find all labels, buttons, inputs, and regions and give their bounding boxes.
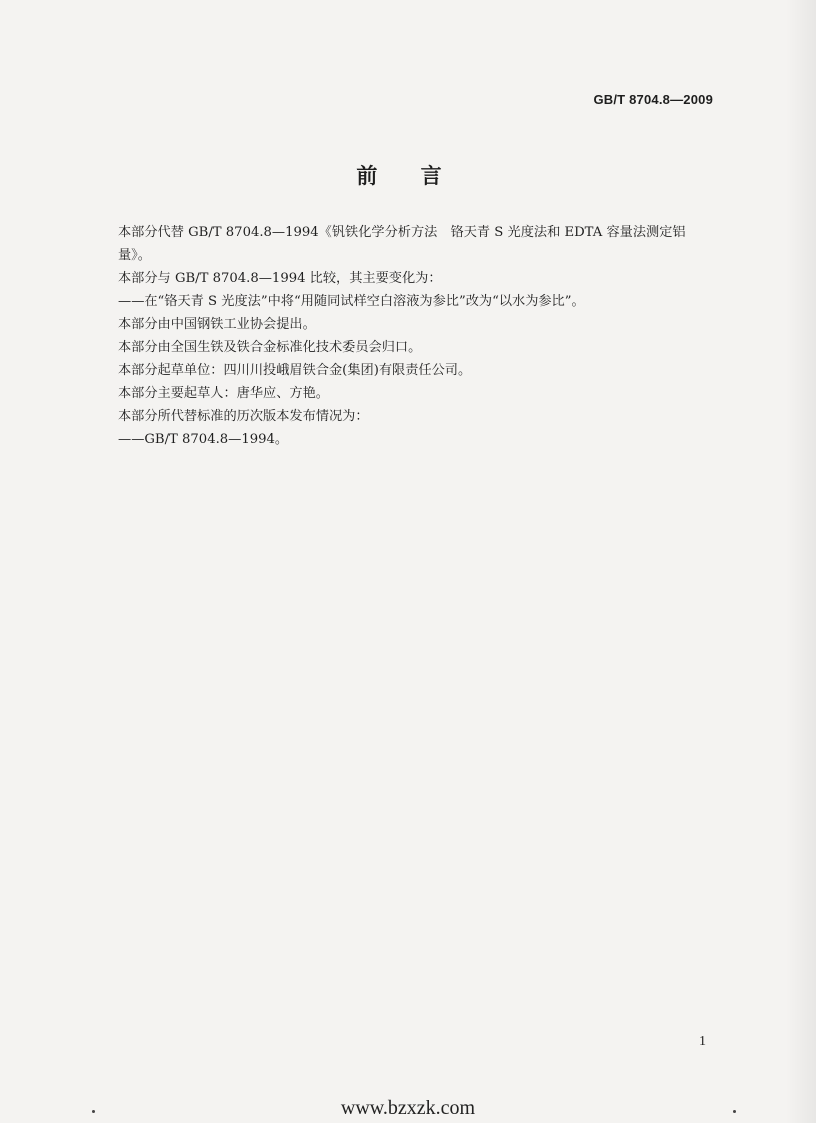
standard-code: GB/T 8704.8—2009 xyxy=(593,92,713,107)
paragraph-change-item: ——在“铬天青 S 光度法”中将“用随同试样空白溶液为参比”改为“以水为参比”。 xyxy=(118,294,585,309)
paragraph-drafters: 本部分主要起草人：唐华应、方艳。 xyxy=(118,386,329,401)
foreword-body xyxy=(118,221,715,451)
page-number: 1 xyxy=(699,1034,706,1049)
paragraph-history-item: ——GB/T 8704.8—1994。 xyxy=(118,432,289,447)
paragraph-centralized-by: 本部分由全国生铁及铁合金标准化技术委员会归口。 xyxy=(118,340,422,355)
paragraph-replaces: 本部分代替 GB/T 8704.8—1994《钒铁化学分析方法 铬天青 S 光度法和 EDTA 容量法测定铝量》。 xyxy=(118,225,686,263)
page-title: 前 言 xyxy=(356,164,460,188)
paragraph-proposed-by: 本部分由中国钢铁工业协会提出。 xyxy=(118,317,316,332)
paragraph-drafting-unit: 本部分起草单位：四川川投峨眉铁合金(集团)有限责任公司。 xyxy=(118,363,472,378)
website-watermark[interactable]: www.bzxzk.com xyxy=(340,1097,476,1119)
paragraph-changes-intro: 本部分与 GB/T 8704.8—1994 比较，其主要变化为： xyxy=(118,271,442,286)
paragraph-history-intro: 本部分所代替标准的历次版本发布情况为： xyxy=(118,409,369,424)
